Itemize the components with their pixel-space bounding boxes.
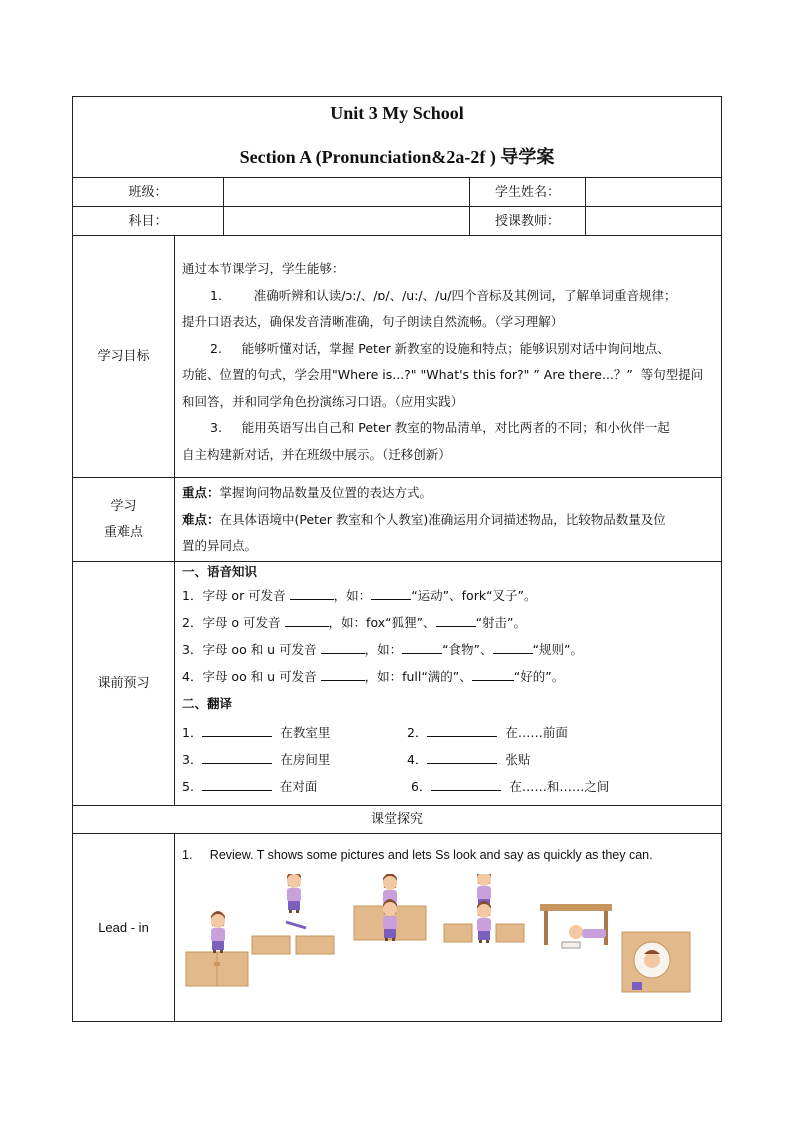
objective-2-line-3: 和回答，并和同学角色扮演练习口语。（应用实践） [182,393,464,409]
subtitle-en: Section A (Pronunciation&2a-2f ) [239,147,496,167]
t3-blank[interactable] [202,749,272,764]
difficulty-head: 难点： [182,511,220,527]
difficulty-line-1 [182,507,715,534]
t2-text: 在……前面 [505,725,568,740]
objectives-intro: 通过本节课学习，学生能够： [182,261,345,276]
phonics-question-3 [182,636,715,663]
t5-blank[interactable] [202,776,272,791]
phonics-question-1 [182,582,715,609]
q3-prefix: 3．字母 oo 和 u 可发音 [182,642,317,657]
key-points-label-line-2: 重难点 [103,524,143,540]
worksheet-table [72,96,722,1022]
explore-row [73,805,721,833]
q4-blank-2[interactable] [472,666,514,681]
scene-under-table [540,904,612,948]
q2-suffix: “射击”。 [475,615,527,630]
page-title: Unit 3 My School [330,103,464,123]
q1-blank-1[interactable] [290,585,334,600]
translation-item-1 [182,719,407,746]
objective-2-line-2: 功能、位置的句式，学会用"Where is...?" "What's this for?" ” Are there...？” 等句型提问 [182,367,704,382]
t1-blank[interactable] [202,722,272,737]
q2-mid: ，如：fox“狐狸”、 [328,615,436,630]
translation-item-4 [407,746,627,773]
objective-1-line-2: 提升口语表达，确保发音清晰准确，句子朗读自然流畅。（学习理解） [182,314,564,329]
scene-between-boxes [444,874,524,943]
leadin-instruction: 1. Review. T shows some pictures and lets Ss look and say as quickly as they can. [182,848,653,862]
preview-row [73,561,721,805]
explore-heading: 课堂探究 [370,812,423,827]
leadin-content [174,834,721,1021]
q4-prefix: 4．字母 oo 和 u 可发音 [182,669,317,684]
key-points-label-line-1: 学习 [110,498,137,514]
t1-num: 1． [182,725,203,740]
leadin-row [73,833,721,1021]
scene-over-box [252,874,334,954]
class-field[interactable] [223,178,469,206]
teacher-label: 授课教师： [469,207,585,235]
key-point-line [182,480,715,507]
scene-in-box [354,874,426,941]
scene-in-frame [622,932,690,992]
t6-blank[interactable] [431,776,501,791]
q2-blank-1[interactable] [285,612,329,627]
t5-num: 5. [182,779,194,794]
t1-text: 在教室里 [280,725,331,740]
objective-3-line-2: 自主构建新对话，并在班级中展示。（迁移创新） [182,446,451,462]
objectives-label: 学习目标 [97,348,150,364]
q3-mid: ，如： [364,642,403,657]
phonics-question-2 [182,609,715,636]
scene-behind-box [186,911,248,986]
t6-text: 在……和……之间 [509,779,610,794]
key-point-text: 掌握询问物品数量及位置的表达方式。 [219,485,433,500]
subject-field[interactable] [223,207,469,235]
info-row-2 [73,206,721,235]
phonics-section-title: 一、语音知识 [182,564,258,579]
t2-num: 2． [407,725,428,740]
q4-suffix: “好的”。 [513,669,565,684]
q3-suffix-1: “食物”、 [442,642,493,657]
t4-text: 张贴 [505,752,531,767]
q3-blank-1[interactable] [321,639,365,654]
t6-num: 6． [411,779,432,794]
objectives-content [174,236,721,477]
objective-3-line-1: 3. 能用英语写出自己和 Peter 教室的物品清单，对比两者的不同；和小伙伴一起 [210,420,670,435]
objective-1-line-1: 1. 准确听辨和认读/ɔ:/、/ɒ/、/u:/、/u/四个音标及其例词，了解单词重音规律； [210,287,677,303]
translation-grid [182,719,715,800]
difficulty-line-2: 置的异同点。 [182,538,258,553]
preposition-pictures [182,874,702,1004]
preposition-illustration [182,874,715,1004]
student-name-field[interactable] [585,178,721,206]
student-name-label: 学生姓名： [469,178,585,206]
difficulty-text-1: 在具体语境中(Peter 教室和个人教室)准确运用介词描述物品，比较物品数量及位 [219,511,666,527]
q4-blank-1[interactable] [321,666,365,681]
phonics-question-4 [182,663,715,690]
q1-prefix: 1．字母 or 可发音 [182,588,286,603]
teacher-field[interactable] [585,207,721,235]
t4-num: 4． [407,752,428,767]
t3-text: 在房间里 [280,752,331,767]
key-points-row [73,477,721,561]
q2-blank-2[interactable] [436,612,476,627]
q1-suffix: “运动”、fork“叉子”。 [411,588,537,603]
preview-content [174,562,721,805]
q3-blank-2[interactable] [402,639,442,654]
subject-label: 科目： [128,214,168,229]
leadin-label: Lead - in [98,919,149,935]
info-row-1 [73,177,721,206]
q3-suffix-2: “规则”。 [532,642,583,657]
preview-label: 课前预习 [97,675,150,691]
q1-blank-2[interactable] [371,585,411,600]
t2-blank[interactable] [427,722,497,737]
q4-mid: ，如：full“满的”、 [364,669,472,684]
t4-blank[interactable] [427,749,497,764]
q2-prefix: 2．字母 o 可发音 [182,615,281,630]
t5-text: 在对面 [279,779,318,794]
objectives-row [73,235,721,477]
translation-item-3 [182,746,407,773]
key-points-content [174,478,721,561]
subtitle-cn: 导学案 [500,147,555,168]
title-row [73,97,721,177]
t3-num: 3． [182,752,203,767]
translation-section-title: 二、翻译 [182,696,233,711]
objective-2-line-1: 2. 能够听懂对话，掌握 Peter 新教室的设施和特点；能够识别对话中询问地点、 [210,340,670,356]
translation-item-2 [407,719,627,746]
translation-item-6 [407,773,627,800]
q1-mid: ，如： [333,588,372,603]
page-subtitle [73,135,721,169]
key-points-label [73,478,174,561]
q3-blank-3[interactable] [493,639,533,654]
translation-item-5 [182,773,407,800]
class-label: 班级： [128,185,168,200]
key-point-head: 重点： [182,485,220,500]
